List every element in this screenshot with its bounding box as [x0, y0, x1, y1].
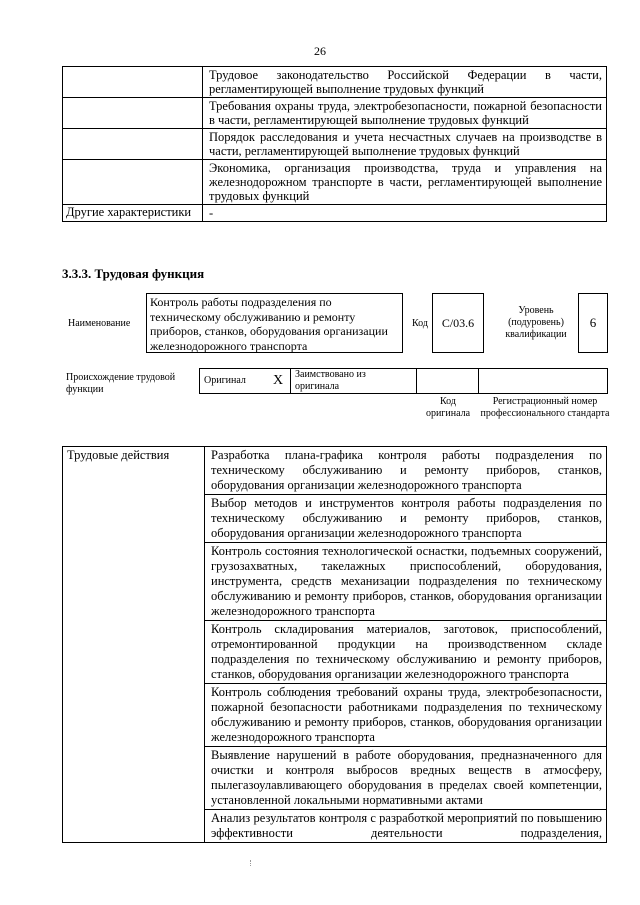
labor-action-item: Выбор методов и инструментов контроля работы подразделения по техническому обслуживанию и ремонту приборов, станков, оборудования организации железнодорожного транспорта: [205, 495, 607, 543]
other-characteristics-value: -: [203, 205, 607, 222]
table-cell-label: [63, 98, 203, 129]
original-label: Оригинал: [200, 369, 267, 394]
table-cell-value: Порядок расследования и учета несчастных случаев на производстве в части, регламентирующей выполнение трудовых функций: [203, 129, 607, 160]
origin-label: Происхождение трудовой функции: [66, 372, 176, 395]
labor-action-item: Контроль состояния технологической оснастки, подъемных сооружений, грузозахватных, такелажных приспособлений, оборудования, инструмента, средств механизации подразделения по техническому обслуживанию и ремонту приборов, станков, оборудования организации железнодорожного транспорта: [205, 543, 607, 621]
qualification-level-box: 6: [578, 293, 608, 353]
table-row: [63, 98, 607, 129]
section-heading: 3.3.3. Трудовая функция: [62, 266, 205, 281]
labor-action-item: Разработка плана-графика контроля работы подразделения по техническому обслуживанию и ремонту приборов, станков, оборудования организации железнодорожного транспорта: [205, 447, 607, 495]
origin-table: [199, 368, 608, 394]
knowledge-table: [62, 66, 607, 222]
table-cell-value: Экономика, организация производства, труда и управления на железнодорожном транспорте в части, регламентирующей выполнение трудовых функций: [203, 160, 607, 205]
reg-number-label: Регистрационный номер профессионального стандарта: [480, 396, 610, 419]
table-row: [63, 160, 607, 205]
labor-action-item: Выявление нарушений в работе оборудования, предназначенного для очистки и контроля выбросов вредных веществ в атмосферу, пылегазоулавливающего оборудования в пределах своей компетенции, установленной локальными нормативными актами: [205, 747, 607, 810]
table-row: [63, 447, 607, 495]
table-cell-label: [63, 67, 203, 98]
code-origin-cell: [417, 369, 479, 394]
table-cell-label: [63, 129, 203, 160]
qualification-level-label: Уровень (подуровень) квалификации: [505, 305, 567, 340]
code-label: Код: [412, 318, 428, 329]
table-row: [63, 129, 607, 160]
other-characteristics-label: Другие характеристики: [63, 205, 203, 222]
reg-number-cell: [479, 369, 608, 394]
labor-action-item: Контроль соблюдения требований охраны труда, электробезопасности, пожарной безопасности работниками подразделения по техническому обслуживанию и ремонту приборов, станков, оборудования организации железнодорожного транспорта: [205, 684, 607, 747]
labor-actions-table: [62, 446, 607, 843]
labor-actions-label: Трудовые действия: [63, 447, 205, 843]
table-cell-label: [63, 160, 203, 205]
code-origin-label: Код оригинала: [425, 396, 471, 419]
table-row: [63, 67, 607, 98]
borrowed-label: Заимствовано из оригинала: [291, 369, 417, 394]
table-row: [200, 369, 608, 394]
table-cell-value: Трудовое законодательство Российской Федерации в части, регламентирующей выполнение трудовых функций: [203, 67, 607, 98]
scan-artifact: [250, 860, 255, 866]
function-code-box: С/03.6: [432, 293, 484, 353]
table-cell-value: Требования охраны труда, электробезопасности, пожарной безопасности в части, регламентирующей выполнение трудовых функций: [203, 98, 607, 129]
labor-action-item: Контроль складирования материалов, заготовок, приспособлений, отремонтированной продукции на производственном складе подразделения по техническому обслуживанию и ремонту приборов, станков, оборудования организации железнодорожного транспорта: [205, 621, 607, 684]
labor-action-item: Анализ результатов контроля с разработкой мероприятий по повышению эффективности деятельности подразделения,: [205, 810, 607, 843]
page-number: 26: [314, 44, 326, 58]
name-label: Наименование: [68, 318, 131, 329]
function-name-box: Контроль работы подразделения по техническому обслуживанию и ремонту приборов, станков, оборудования организации железнодорожного транспорта: [146, 293, 403, 353]
original-mark: X: [266, 369, 291, 394]
table-row: [63, 205, 607, 222]
